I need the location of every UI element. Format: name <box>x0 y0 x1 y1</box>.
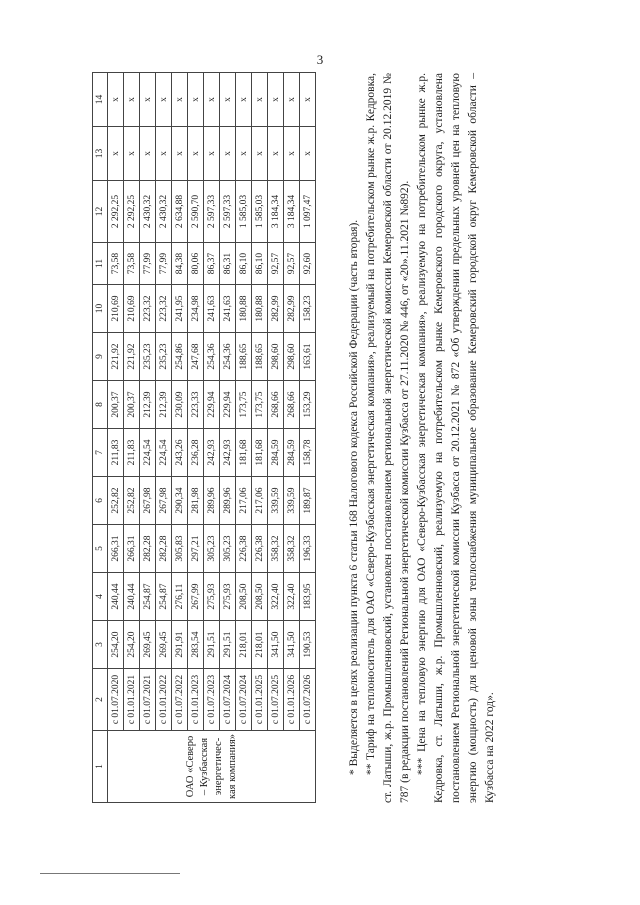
value-cell: 1 585,03 <box>252 181 268 243</box>
table-row <box>284 73 300 803</box>
value-cell: 226,38 <box>252 525 268 573</box>
value-cell: 252,82 <box>108 477 124 525</box>
value-cell: 2 430,32 <box>140 181 156 243</box>
value-cell: 266,31 <box>124 525 140 573</box>
period-cell: с 01.07.2020 <box>108 669 124 731</box>
value-cell: 212,39 <box>156 381 172 429</box>
value-cell: 86,10 <box>252 243 268 285</box>
value-cell: 217,06 <box>252 477 268 525</box>
value-cell: 2 634,88 <box>172 181 188 243</box>
organization-name-cell: ОАО «Северо – Кузбасская энергетичес-кая компания» <box>108 731 316 803</box>
value-cell: 183,95 <box>300 573 316 621</box>
value-cell: 208,50 <box>236 573 252 621</box>
value-cell: 242,93 <box>220 429 236 477</box>
value-cell: 181,68 <box>236 429 252 477</box>
value-cell: 254,87 <box>156 573 172 621</box>
value-cell: х <box>284 127 300 181</box>
footnote-3: *** Цена на тепловую энергию для ОАО «Северо-Кузбасская энергетическая компания», реализуемую на потребительском рынке ж.р. Кедровка, ст. Латыши, ж.р. Промышленновский, реализуемую на потребительском рынке Кемеровского городского округа, установлена постановлением Региональной энергетической комиссии Кузбасса от 20.12.2021 № 872 «Об утверждении предельных уровней цен на тепловую энергию (мощность) для ценовой зоны теплоснабжения муниципальное образование Кемеровский городской округ Кемеровской области – Кузбасса на 2022 год». <box>416 73 496 803</box>
value-cell: 291,91 <box>172 621 188 669</box>
header-cell: 5 <box>93 525 108 573</box>
value-cell: 298,60 <box>284 333 300 381</box>
table-row <box>156 73 172 803</box>
value-cell: х <box>204 73 220 127</box>
value-cell: 211,83 <box>124 429 140 477</box>
value-cell: 305,23 <box>204 525 220 573</box>
value-cell: х <box>236 127 252 181</box>
period-cell: с 01.07.2025 <box>268 669 284 731</box>
period-cell: с 01.01.2023 <box>188 669 204 731</box>
value-cell: 2 597,33 <box>220 181 236 243</box>
header-cell: 12 <box>93 181 108 243</box>
period-cell: с 01.07.2024 <box>220 669 236 731</box>
period-cell: с 01.07.2026 <box>300 669 316 731</box>
value-cell: 275,93 <box>204 573 220 621</box>
value-cell: 268,66 <box>284 381 300 429</box>
value-cell: 73,58 <box>108 243 124 285</box>
value-cell: 1 097,47 <box>300 181 316 243</box>
header-cell: 8 <box>93 381 108 429</box>
value-cell: 358,32 <box>268 525 284 573</box>
value-cell: 2 590,70 <box>188 181 204 243</box>
table-header-row <box>93 73 108 803</box>
value-cell: х <box>156 127 172 181</box>
value-cell: 269,45 <box>156 621 172 669</box>
value-cell: 223,32 <box>140 285 156 333</box>
table-row <box>268 73 284 803</box>
value-cell: 242,93 <box>204 429 220 477</box>
value-cell: 3 184,34 <box>284 181 300 243</box>
value-cell: 86,31 <box>220 243 236 285</box>
value-cell: 254,36 <box>220 333 236 381</box>
value-cell: х <box>172 127 188 181</box>
value-cell: х <box>268 127 284 181</box>
value-cell: 289,96 <box>204 477 220 525</box>
value-cell: х <box>268 73 284 127</box>
value-cell: 267,99 <box>188 573 204 621</box>
value-cell: 229,94 <box>220 381 236 429</box>
table-row <box>236 73 252 803</box>
value-cell: х <box>300 73 316 127</box>
value-cell: 281,98 <box>188 477 204 525</box>
value-cell: 339,59 <box>268 477 284 525</box>
value-cell: 158,78 <box>300 429 316 477</box>
value-cell: 297,21 <box>188 525 204 573</box>
value-cell: 200,37 <box>108 381 124 429</box>
value-cell: 291,51 <box>204 621 220 669</box>
period-cell: с 01.01.2022 <box>156 669 172 731</box>
value-cell: 240,44 <box>108 573 124 621</box>
value-cell: 224,54 <box>140 429 156 477</box>
tariff-table <box>92 72 316 803</box>
value-cell: 211,83 <box>108 429 124 477</box>
value-cell: 158,23 <box>300 285 316 333</box>
value-cell: 240,44 <box>124 573 140 621</box>
value-cell: х <box>204 127 220 181</box>
value-cell: 291,51 <box>220 621 236 669</box>
value-cell: 322,40 <box>268 573 284 621</box>
value-cell: 223,32 <box>156 285 172 333</box>
value-cell: 229,94 <box>204 381 220 429</box>
value-cell: 210,69 <box>124 285 140 333</box>
value-cell: 236,28 <box>188 429 204 477</box>
value-cell: х <box>140 127 156 181</box>
value-cell: 2 292,25 <box>108 181 124 243</box>
header-cell: 14 <box>93 73 108 127</box>
value-cell: 254,20 <box>108 621 124 669</box>
value-cell: 77,99 <box>140 243 156 285</box>
value-cell: х <box>252 127 268 181</box>
header-cell: 6 <box>93 477 108 525</box>
header-cell: 2 <box>93 669 108 731</box>
header-cell: 7 <box>93 429 108 477</box>
value-cell: 92,57 <box>284 243 300 285</box>
value-cell: 283,54 <box>188 621 204 669</box>
value-cell: 284,59 <box>268 429 284 477</box>
value-cell: 282,99 <box>284 285 300 333</box>
value-cell: 73,58 <box>124 243 140 285</box>
value-cell: 267,98 <box>140 477 156 525</box>
value-cell: 358,32 <box>284 525 300 573</box>
table-row <box>204 73 220 803</box>
page-number: 3 <box>316 52 324 67</box>
value-cell: 153,29 <box>300 381 316 429</box>
value-cell: х <box>108 73 124 127</box>
value-cell: 196,33 <box>300 525 316 573</box>
value-cell: 254,86 <box>172 333 188 381</box>
value-cell: 241,63 <box>220 285 236 333</box>
value-cell: 218,01 <box>252 621 268 669</box>
value-cell: 80,06 <box>188 243 204 285</box>
footnote-divider <box>40 873 180 874</box>
value-cell: 84,38 <box>172 243 188 285</box>
value-cell: 181,68 <box>252 429 268 477</box>
table-row <box>220 73 236 803</box>
table-row <box>188 73 204 803</box>
value-cell: 77,99 <box>156 243 172 285</box>
value-cell: 282,28 <box>140 525 156 573</box>
period-cell: с 01.07.2024 <box>236 669 252 731</box>
value-cell: х <box>172 73 188 127</box>
value-cell: 235,23 <box>156 333 172 381</box>
value-cell: 188,65 <box>236 333 252 381</box>
period-cell: с 01.01.2025 <box>252 669 268 731</box>
value-cell: х <box>108 127 124 181</box>
value-cell: х <box>140 73 156 127</box>
rotated-landscape-content <box>92 73 499 803</box>
value-cell: 180,88 <box>252 285 268 333</box>
value-cell: 92,57 <box>268 243 284 285</box>
footnote-2: ** Тариф на теплоноситель для ОАО «Северо-Кузбасская энергетическая компания», реализуемый на потребительском рынке ж.р. Кедровка, ст. Латыши, ж.р. Промышленновский, установлен постановлением региональной энергетической комиссии Кемеровской области от 20.12.2019 № 787 (в редакции постановлений Региональной энергетической комиссии Кузбасса от 27.11.2020 № 446, от «20».11.2021 №892). <box>365 73 411 803</box>
value-cell: 322,40 <box>284 573 300 621</box>
value-cell: 230,09 <box>172 381 188 429</box>
period-cell: с 01.07.2022 <box>172 669 188 731</box>
value-cell: 282,99 <box>268 285 284 333</box>
value-cell: х <box>220 127 236 181</box>
value-cell: 210,69 <box>108 285 124 333</box>
value-cell: 2 430,32 <box>156 181 172 243</box>
value-cell: 1 585,03 <box>236 181 252 243</box>
value-cell: х <box>188 127 204 181</box>
value-cell: 275,93 <box>220 573 236 621</box>
table-row <box>252 73 268 803</box>
value-cell: 305,83 <box>172 525 188 573</box>
value-cell: 254,20 <box>124 621 140 669</box>
value-cell: 212,39 <box>140 381 156 429</box>
value-cell: 235,23 <box>140 333 156 381</box>
value-cell: 189,87 <box>300 477 316 525</box>
value-cell: 163,61 <box>300 333 316 381</box>
table-row <box>300 73 316 803</box>
footnote-1: * Выделяется в целях реализации пункта 6 статьи 168 Налогового кодекса Российской Федерации (часть вторая). <box>348 219 360 775</box>
value-cell: 2 597,33 <box>204 181 220 243</box>
value-cell: 289,96 <box>220 477 236 525</box>
header-cell: 1 <box>93 731 108 803</box>
value-cell: 173,75 <box>252 381 268 429</box>
value-cell: 252,82 <box>124 477 140 525</box>
value-cell: 223,33 <box>188 381 204 429</box>
period-cell: с 01.01.2021 <box>124 669 140 731</box>
value-cell: 241,63 <box>204 285 220 333</box>
value-cell: 226,38 <box>236 525 252 573</box>
value-cell: 243,26 <box>172 429 188 477</box>
header-cell: 9 <box>93 333 108 381</box>
value-cell: 267,98 <box>156 477 172 525</box>
period-cell: с 01.07.2021 <box>140 669 156 731</box>
value-cell: х <box>300 127 316 181</box>
value-cell: 305,23 <box>220 525 236 573</box>
value-cell: х <box>156 73 172 127</box>
value-cell: х <box>220 73 236 127</box>
value-cell: 268,66 <box>268 381 284 429</box>
table-row <box>124 73 140 803</box>
period-cell: с 01.01.2026 <box>284 669 300 731</box>
value-cell: 224,54 <box>156 429 172 477</box>
value-cell: 276,11 <box>172 573 188 621</box>
header-cell: 13 <box>93 127 108 181</box>
value-cell: 208,50 <box>252 573 268 621</box>
period-cell: с 01.07.2023 <box>204 669 220 731</box>
value-cell: х <box>284 73 300 127</box>
value-cell: 2 292,25 <box>124 181 140 243</box>
value-cell: 92,60 <box>300 243 316 285</box>
header-cell: 3 <box>93 621 108 669</box>
value-cell: 339,59 <box>284 477 300 525</box>
value-cell: 269,45 <box>140 621 156 669</box>
value-cell: 180,88 <box>236 285 252 333</box>
value-cell: 254,36 <box>204 333 220 381</box>
table-row <box>140 73 156 803</box>
value-cell: 247,68 <box>188 333 204 381</box>
value-cell: 241,95 <box>172 285 188 333</box>
footnotes <box>346 73 499 803</box>
value-cell: 3 184,34 <box>268 181 284 243</box>
value-cell: 290,34 <box>172 477 188 525</box>
value-cell: х <box>124 73 140 127</box>
value-cell: 298,60 <box>268 333 284 381</box>
value-cell: 341,50 <box>284 621 300 669</box>
value-cell: 173,75 <box>236 381 252 429</box>
value-cell: 190,53 <box>300 621 316 669</box>
value-cell: х <box>124 127 140 181</box>
header-cell: 11 <box>93 243 108 285</box>
header-cell: 4 <box>93 573 108 621</box>
value-cell: 86,37 <box>204 243 220 285</box>
value-cell: 221,92 <box>108 333 124 381</box>
table-row <box>172 73 188 803</box>
value-cell: 266,31 <box>108 525 124 573</box>
value-cell: 341,50 <box>268 621 284 669</box>
value-cell: 200,37 <box>124 381 140 429</box>
header-cell: 10 <box>93 285 108 333</box>
value-cell: 217,06 <box>236 477 252 525</box>
value-cell: 86,10 <box>236 243 252 285</box>
value-cell: 284,59 <box>284 429 300 477</box>
value-cell: 254,87 <box>140 573 156 621</box>
value-cell: 282,28 <box>156 525 172 573</box>
value-cell: х <box>236 73 252 127</box>
value-cell: 188,65 <box>252 333 268 381</box>
value-cell: х <box>252 73 268 127</box>
value-cell: 234,98 <box>188 285 204 333</box>
value-cell: 221,92 <box>124 333 140 381</box>
value-cell: х <box>188 73 204 127</box>
table-row <box>108 73 124 803</box>
value-cell: 218,01 <box>236 621 252 669</box>
